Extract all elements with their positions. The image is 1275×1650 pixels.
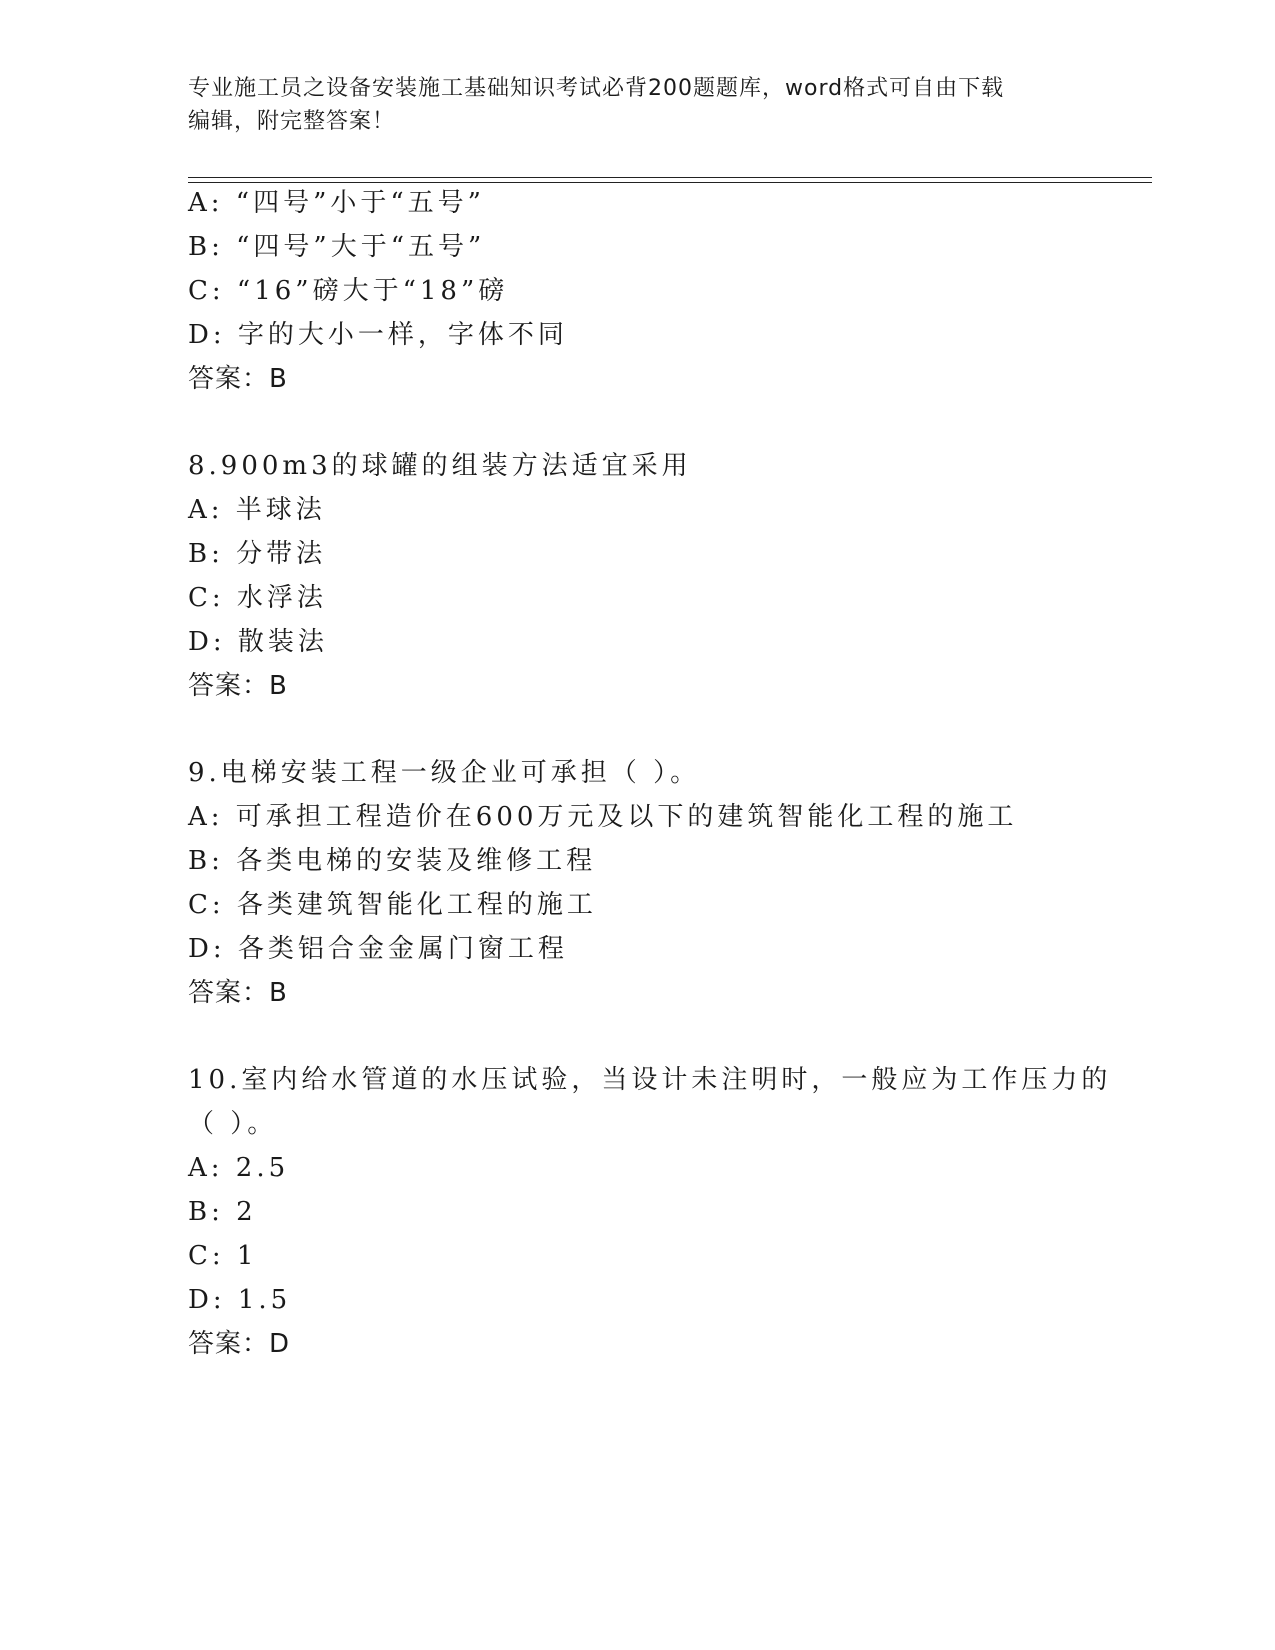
q9-answer: 答案：B: [188, 978, 288, 1008]
q8-option-a: A: 半球法: [188, 495, 326, 525]
header-title-line-1: 专业施工员之设备安装施工基础知识考试必背200题题库，word格式可自由下载: [188, 76, 1005, 101]
q8-option-d: D: 散装法: [188, 627, 328, 657]
header-divider-top: [188, 177, 1152, 178]
header-divider-bottom: [188, 182, 1152, 183]
q7-option-c: C: “16”磅大于“18”磅: [188, 276, 509, 306]
q9-option-b: B: 各类电梯的安装及维修工程: [188, 846, 597, 876]
q8-question: 8.900m3的球罐的组装方法适宜采用: [188, 451, 692, 481]
q9-option-d: D: 各类铝合金金属门窗工程: [188, 934, 568, 964]
header-title-line-2: 编辑，附完整答案！: [188, 109, 396, 134]
q10-option-b: B: 2: [188, 1197, 257, 1227]
q10-question-line-1: 10.室内给水管道的水压试验，当设计未注明时，一般应为工作压力的: [188, 1065, 1112, 1095]
q9-option-c: C: 各类建筑智能化工程的施工: [188, 890, 597, 920]
q7-option-d: D: 字的大小一样，字体不同: [188, 320, 568, 350]
q7-answer: 答案：B: [188, 364, 288, 394]
q10-question-line-2: （ ）。: [188, 1109, 278, 1139]
q7-option-a: A: “四号”小于“五号”: [188, 188, 485, 218]
q9-option-a: A: 可承担工程造价在600万元及以下的建筑智能化工程的施工: [188, 802, 1018, 832]
q7-option-b: B: “四号”大于“五号”: [188, 232, 486, 262]
q8-answer: 答案：B: [188, 671, 288, 701]
document-header: [188, 72, 1088, 138]
q8-option-b: B: 分带法: [188, 539, 327, 569]
q10-option-a: A: 2.5: [188, 1153, 290, 1183]
q10-option-d: D: 1.5: [188, 1285, 292, 1315]
q8-option-c: C: 水浮法: [188, 583, 327, 613]
q9-question: 9.电梯安装工程一级企业可承担（ ）。: [188, 758, 701, 788]
q10-option-c: C: 1: [188, 1241, 258, 1271]
q10-answer: 答案：D: [188, 1329, 291, 1359]
